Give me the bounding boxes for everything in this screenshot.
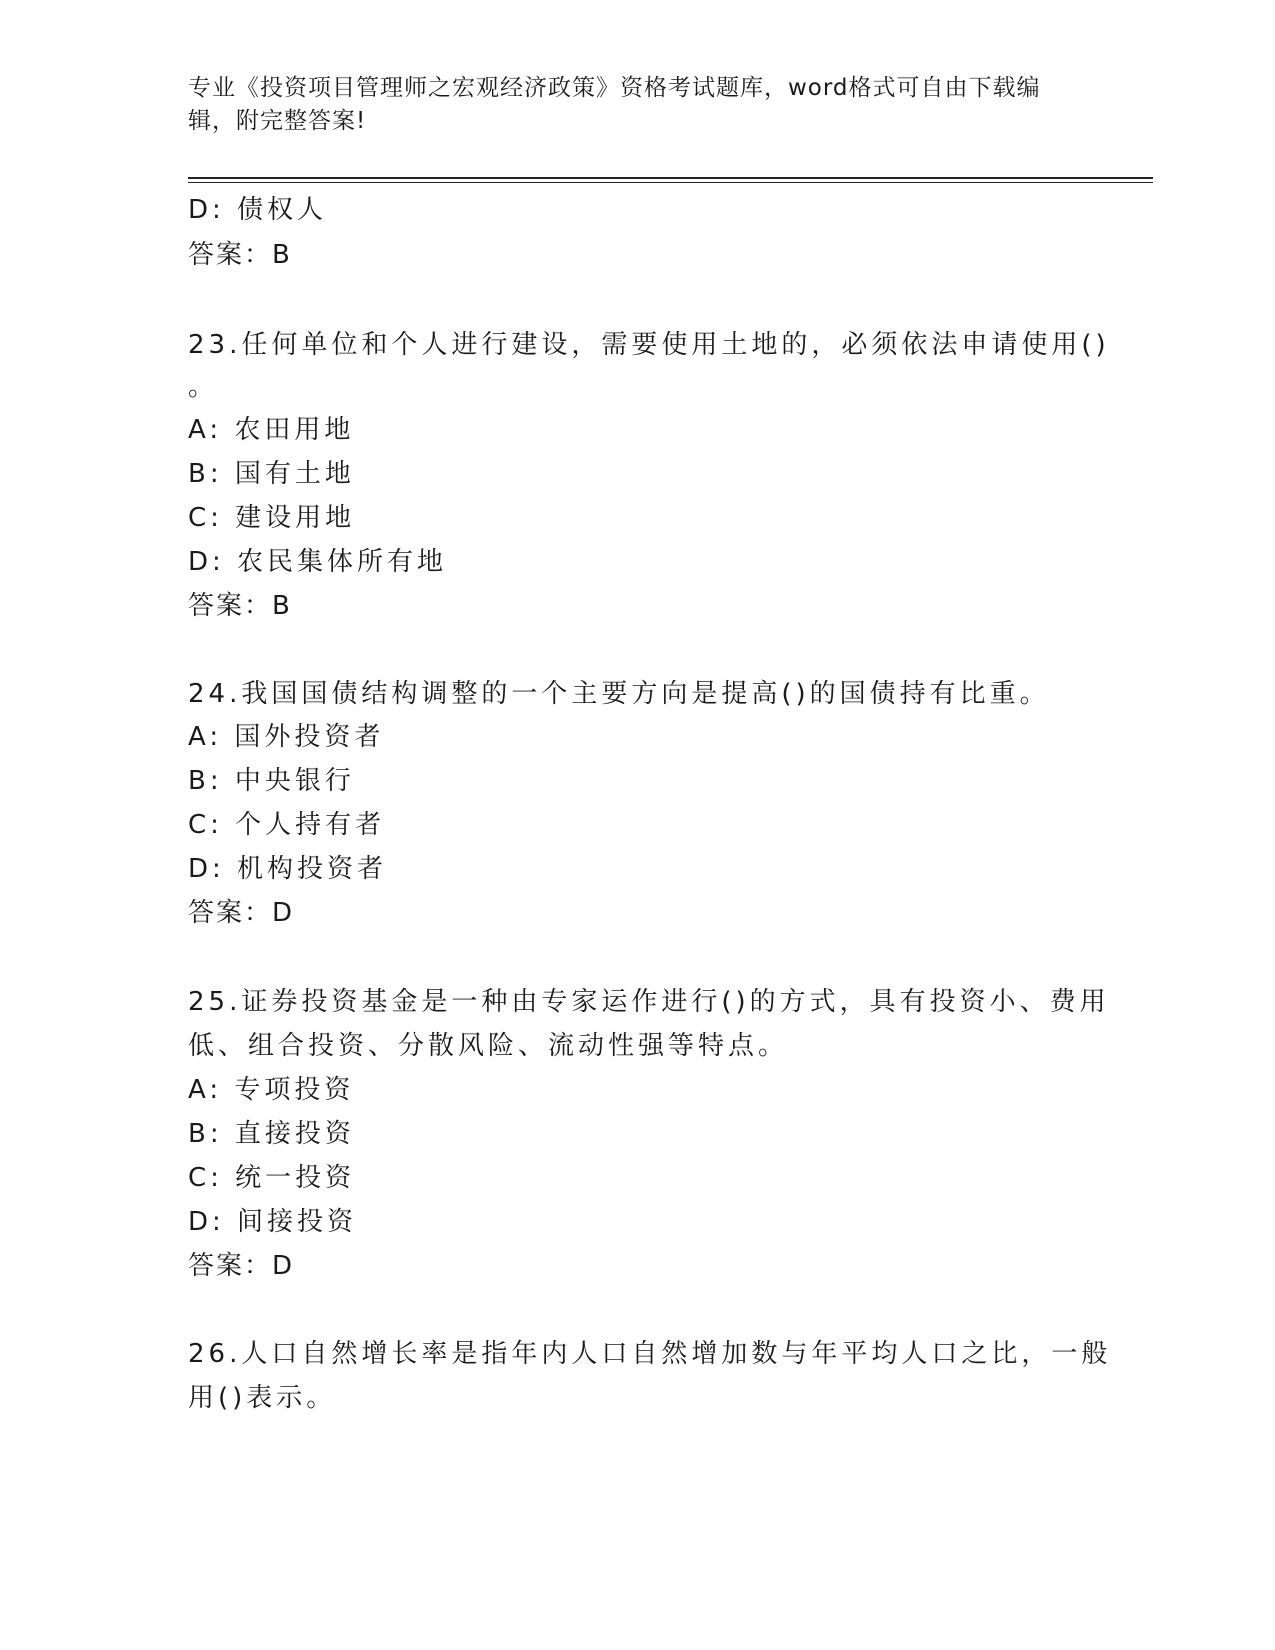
q22-option-d: D: 债权人 [188,195,328,225]
q26-stem-line-2: 用()表示。 [188,1383,337,1413]
q26-stem-line-1: 26.人口自然增长率是指年内人口自然增加数与年平均人口之比，一般 [188,1339,1112,1369]
q23-stem-line-2: 。 [188,372,219,402]
q25-stem-line-1: 25.证券投资基金是一种由专家运作进行()的方式，具有投资小、费用 [188,987,1110,1017]
q25-option-b: B: 直接投资 [188,1119,355,1149]
header-divider-thick [188,177,1153,179]
q24-option-b: B: 中央银行 [188,766,355,796]
q25-answer: 答案：D [188,1251,295,1281]
q24-option-a: A: 国外投资者 [188,722,385,752]
q24-option-c: C: 个人持有者 [188,810,386,840]
q24-option-d: D: 机构投资者 [188,854,388,884]
q23-option-d: D: 农民集体所有地 [188,547,448,577]
header-line-2: 辑，附完整答案! [188,108,367,134]
q24-stem-line-1: 24.我国国债结构调整的一个主要方向是提高()的国债持有比重。 [188,679,1050,709]
q23-stem-line-1: 23.任何单位和个人进行建设，需要使用土地的，必须依法申请使用() [188,330,1110,360]
q23-option-a: A: 农田用地 [188,415,355,445]
q23-answer: 答案：B [188,591,292,621]
q25-option-d: D: 间接投资 [188,1207,358,1237]
header-line-1: 专业《投资项目管理师之宏观经济政策》资格考试题库，word格式可自由下载编 [188,75,1041,101]
q25-option-a: A: 专项投资 [188,1075,355,1105]
q24-answer: 答案：D [188,898,295,928]
document-header [188,72,1068,138]
q25-option-c: C: 统一投资 [188,1163,356,1193]
header-divider-thin [188,182,1153,183]
q23-option-c: C: 建设用地 [188,503,356,533]
q22-answer: 答案：B [188,240,292,270]
q23-option-b: B: 国有土地 [188,459,355,489]
q25-stem-line-2: 低、组合投资、分散风险、流动性强等特点。 [188,1031,789,1061]
